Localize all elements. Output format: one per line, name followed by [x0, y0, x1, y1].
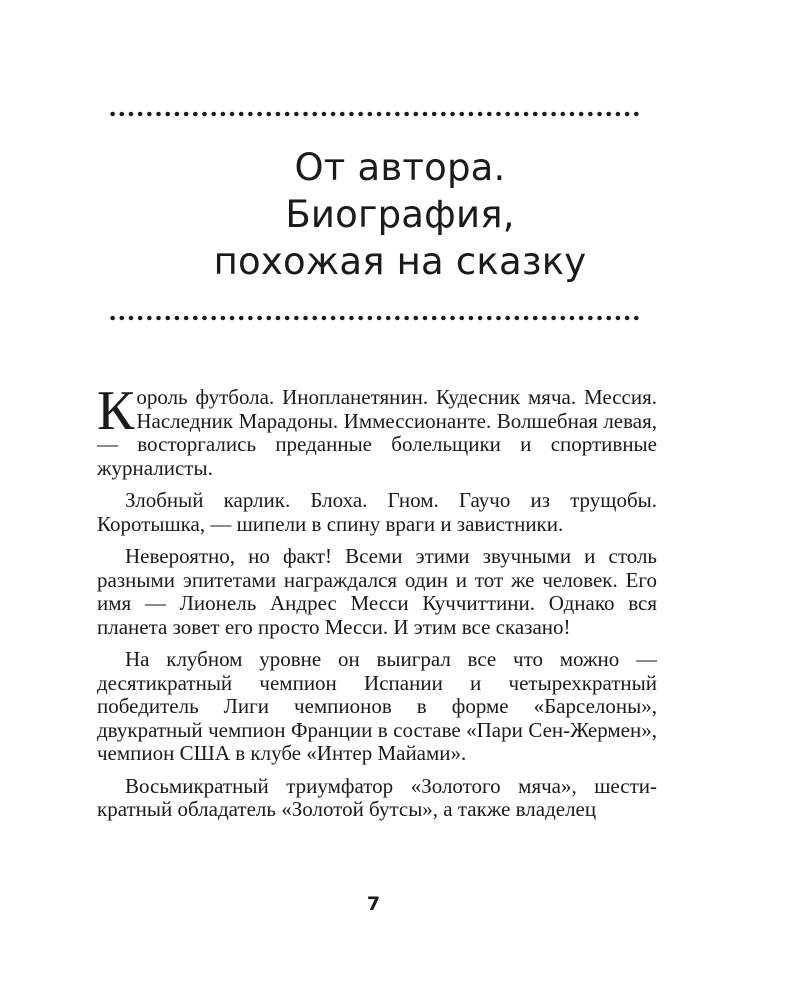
drop-cap: К [97, 380, 135, 442]
chapter-title-line-1: От автора. [294, 146, 506, 189]
bottom-dotted-divider [108, 314, 640, 322]
paragraph-2: Злобный карлик. Блоха. Гном. Гаучо из трущобы. Коротышка, — шипели в спину враги и завистники. [97, 488, 657, 536]
paragraph-1 [97, 380, 657, 480]
paragraph-3: Невероятно, но факт! Всеми этими звучными и столь разными эпитетами награждался один и тот же человек. Его имя — Лионель Андрес Месси Куччиттини. Однако вся планета зовет его просто Месси. И этим все сказано! [97, 544, 657, 639]
paragraph-1-text: ороль футбола. Инопланетянин. Кудесник мяча. Мессия. Наследник Марадоны. Иммессионанте. Волшебная левая, — восторгались преданные болельщики и спортивные журналисты. [97, 385, 657, 480]
chapter-title-line-2: Биография, [285, 193, 515, 236]
top-dotted-divider [108, 110, 640, 118]
chapter-title-line-3: похожая на сказку [213, 240, 587, 283]
paragraph-4: На клубном уровне он выиграл все что можно — десятикратный чемпион Испании и четырехкратный победитель Лиги чемпионов в форме «Барселоны», двукратный чемпион Франции в составе «Пари Сен-Жермен», чемпион США в клубе «Интер Майами». [97, 647, 657, 765]
body-text [97, 380, 657, 831]
paragraph-5: Восьмикратный триумфатор «Золотого мяча», шестикратный обладатель «Золотой бутсы», а также владелец [97, 773, 657, 821]
chapter-title [0, 144, 800, 285]
page-number: 7 [366, 893, 381, 915]
